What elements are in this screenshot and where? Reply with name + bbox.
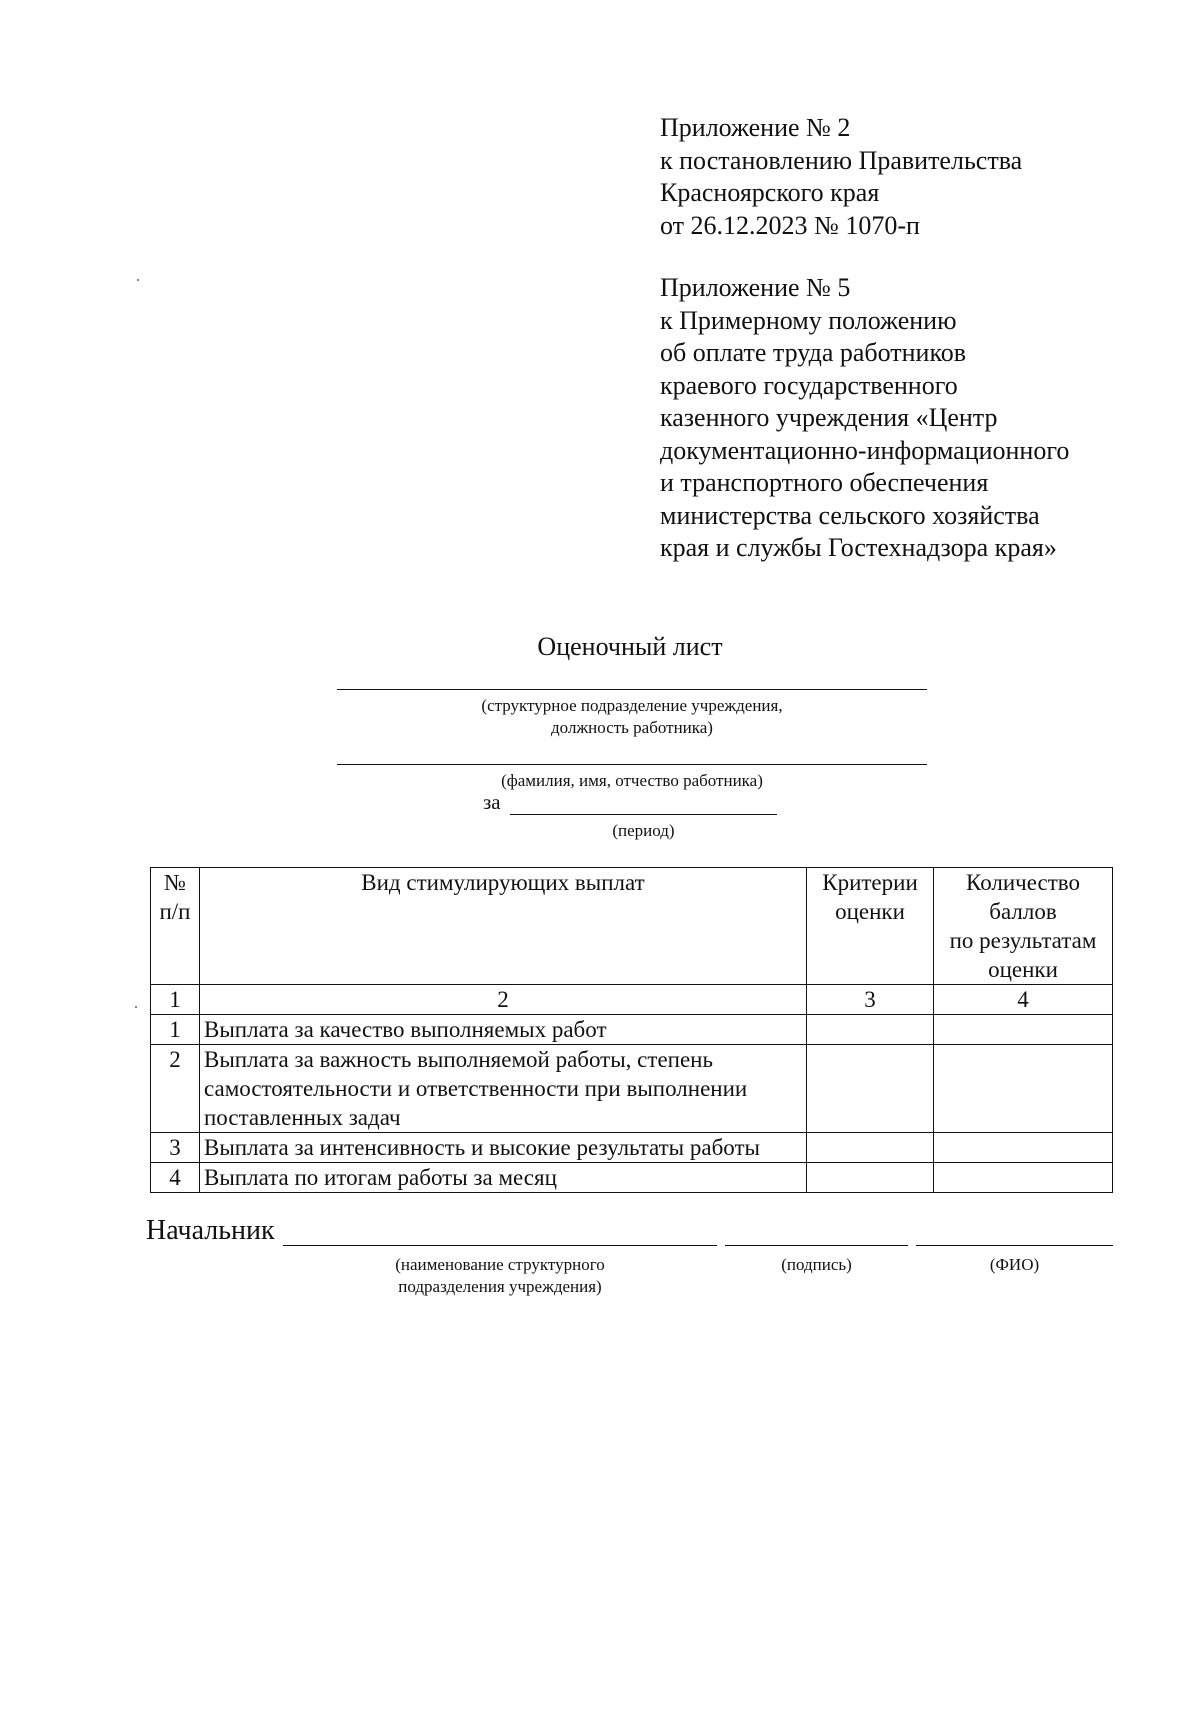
row-payment-type xyxy=(200,1163,807,1193)
header-line: оценки xyxy=(988,957,1058,982)
period-fill-line xyxy=(510,814,777,815)
table-header-row xyxy=(151,868,1113,985)
document-title: Оценочный лист xyxy=(537,632,723,661)
row-criteria-cell[interactable] xyxy=(807,1163,934,1193)
unit-caption-line: (структурное подразделение учреждения, xyxy=(481,696,783,715)
unit-position-caption xyxy=(337,695,927,739)
row-text-line: Выплата за важность выполняемой работы, степень xyxy=(204,1047,713,1072)
column-number: 3 xyxy=(807,985,934,1015)
table-row xyxy=(151,1045,1113,1133)
header-criteria xyxy=(807,868,934,985)
unit-name-caption xyxy=(283,1254,717,1298)
row-payment-type xyxy=(200,1133,807,1163)
row-payment-type xyxy=(200,1015,807,1045)
header-number xyxy=(151,868,200,985)
table-row xyxy=(151,1015,1113,1045)
row-number: 1 xyxy=(151,1015,200,1045)
row-score-cell[interactable] xyxy=(934,1015,1113,1045)
header-line: баллов xyxy=(989,899,1057,924)
appendix-5-line: об оплате труда работников xyxy=(660,338,967,367)
row-number: 2 xyxy=(151,1045,200,1133)
fio-fill-line xyxy=(337,764,927,765)
unit-caption-line: должность работника) xyxy=(551,718,713,737)
appendix-5-header xyxy=(660,272,1069,565)
row-text-line: Выплата за качество выполняемых работ xyxy=(204,1017,607,1042)
za-label: за xyxy=(483,790,501,814)
row-payment-type xyxy=(200,1045,807,1133)
fio-signature-caption: (ФИО) xyxy=(989,1255,1040,1274)
row-text-line: Выплата за интенсивность и высокие результаты работы xyxy=(204,1135,760,1160)
appendix-5-line: и транспортного обеспечения xyxy=(660,468,989,497)
unit-position-fill-line xyxy=(337,689,927,690)
header-score xyxy=(934,868,1113,985)
column-numbering-row xyxy=(151,985,1113,1015)
table-row xyxy=(151,1163,1113,1193)
header-payment-type xyxy=(200,868,807,985)
row-score-cell[interactable] xyxy=(934,1133,1113,1163)
row-criteria-cell[interactable] xyxy=(807,1045,934,1133)
row-score-cell[interactable] xyxy=(934,1163,1113,1193)
signature-fill-line xyxy=(725,1245,908,1246)
header-line: Количество xyxy=(966,870,1080,895)
header-line: № xyxy=(164,870,186,895)
chief-label: Начальник xyxy=(146,1215,275,1246)
header-line: по результатам xyxy=(949,928,1097,953)
signature-caption: (подпись) xyxy=(781,1255,852,1274)
row-criteria-cell[interactable] xyxy=(807,1015,934,1045)
column-number: 1 xyxy=(151,985,200,1015)
row-number: 3 xyxy=(151,1133,200,1163)
row-text-line: Выплата по итогам работы за месяц xyxy=(204,1165,557,1190)
appendix-5-line: края и службы Гостехнадзора края» xyxy=(660,533,1057,562)
appendix-2-header xyxy=(660,112,1022,242)
scan-speck xyxy=(137,279,139,281)
appendix-5-line: краевого государственного xyxy=(660,370,958,400)
row-text-line: самостоятельности и ответственности при выполнении xyxy=(204,1076,748,1101)
header-line: оценки xyxy=(835,899,905,924)
appendix-5-line: Приложение № 5 xyxy=(660,273,851,302)
unit-name-caption-line: подразделения учреждения) xyxy=(398,1277,602,1296)
unit-name-caption-line: (наименование структурного xyxy=(395,1255,605,1274)
scan-speck xyxy=(135,1006,137,1008)
appendix-5-line: документационно-информационного xyxy=(660,435,1070,465)
appendix-5-line: министерства сельского хозяйства xyxy=(660,500,1040,530)
column-number: 2 xyxy=(200,985,807,1015)
header-line: Вид стимулирующих выплат xyxy=(361,870,645,895)
appendix-2-line: Приложение № 2 xyxy=(660,113,851,142)
appendix-5-line: к Примерному положению xyxy=(660,305,957,335)
evaluation-table xyxy=(150,867,1113,1193)
fio-caption: (фамилия, имя, отчество работника) xyxy=(501,771,763,790)
row-number: 4 xyxy=(151,1163,200,1193)
appendix-2-line: Красноярского края xyxy=(660,178,880,207)
appendix-2-line: от 26.12.2023 № 1070-п xyxy=(660,210,920,240)
period-caption: (период) xyxy=(612,821,675,840)
header-line: Критерии xyxy=(822,870,918,895)
row-text-line: поставленных задач xyxy=(204,1105,401,1130)
appendix-2-line: к постановлению Правительства xyxy=(660,145,1023,175)
table-row xyxy=(151,1133,1113,1163)
row-score-cell[interactable] xyxy=(934,1045,1113,1133)
unit-name-fill-line xyxy=(283,1245,717,1246)
fio-signature-fill-line xyxy=(916,1245,1113,1246)
appendix-5-line: казенного учреждения «Центр xyxy=(660,403,998,432)
column-number: 4 xyxy=(934,985,1113,1015)
header-line: п/п xyxy=(159,899,191,924)
row-criteria-cell[interactable] xyxy=(807,1133,934,1163)
